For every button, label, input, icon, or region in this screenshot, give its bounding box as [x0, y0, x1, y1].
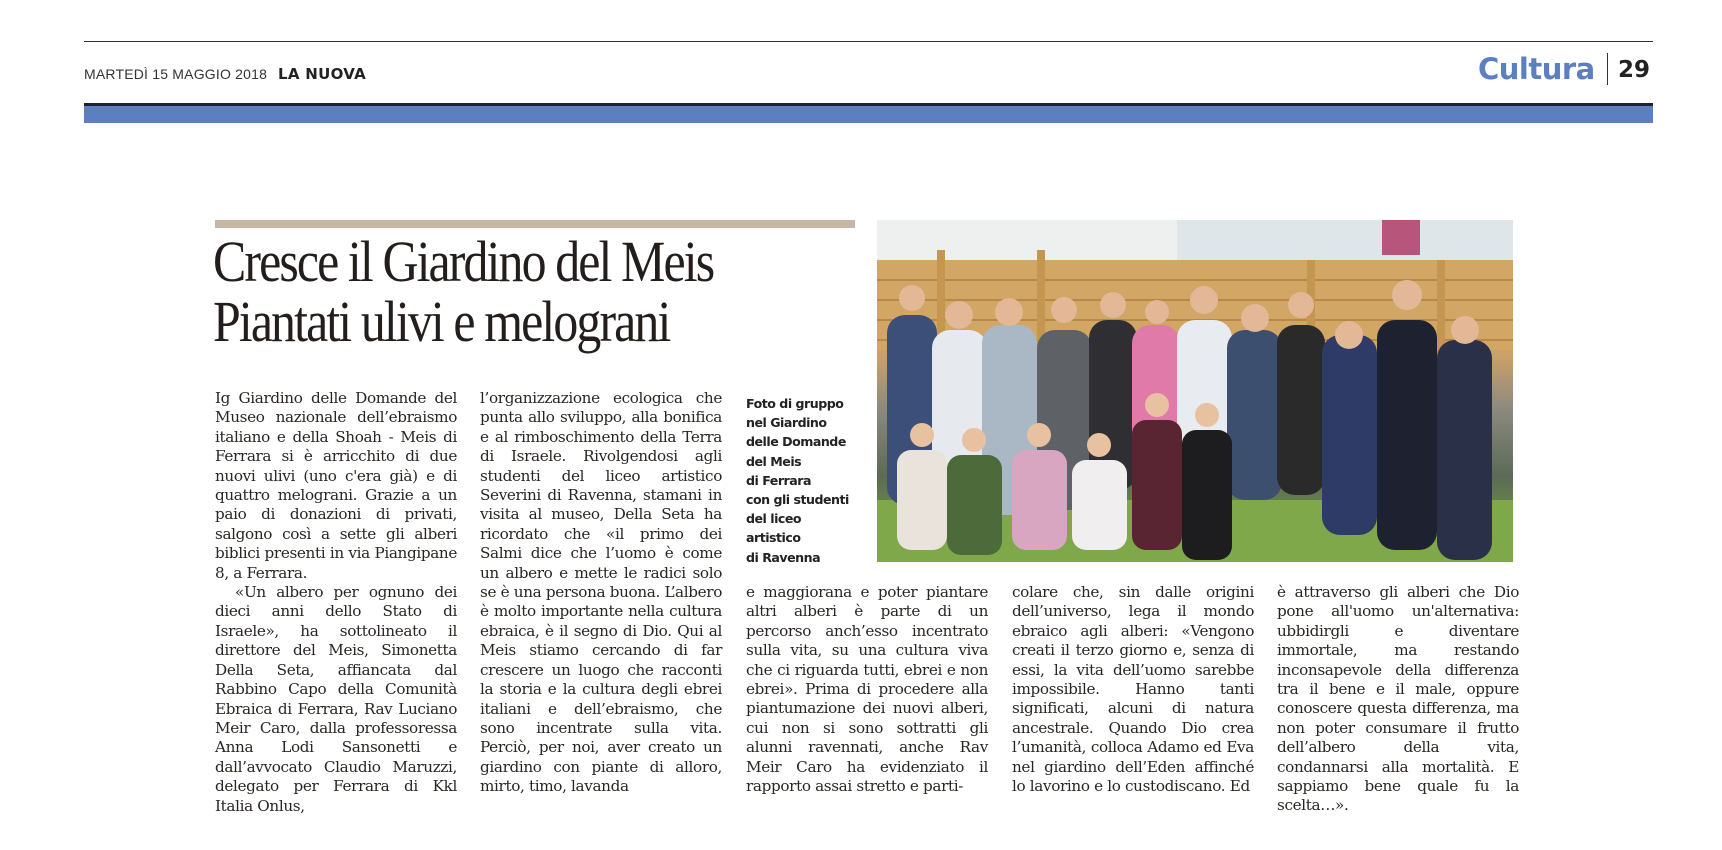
header-color-bar [84, 106, 1653, 123]
article-column-4 [1012, 583, 1254, 796]
article-column-3 [746, 583, 988, 796]
photo-caption [746, 394, 866, 567]
page-number: 29 [1618, 57, 1651, 83]
headline [213, 229, 781, 354]
caption-line: delle Domande [746, 434, 846, 450]
caption-line: di Ferrara [746, 472, 811, 488]
caption-line: artistico [746, 530, 801, 546]
section-title: Cultura [1478, 52, 1595, 86]
paragraph: è attraverso gli alberi che Dio pone all'uomo un'alternativa: ubbidirgli e diventare immortale, ma restando inconsapevole della differenza tra il bene e il male, oppure conoscere questa differenza, ma non poter consumare il frutto dell’albero della vita, condannarsi alla mortalità. E sappiamo bene quale fu la scelta…». [1277, 583, 1519, 815]
caption-line: del liceo [746, 511, 802, 527]
paragraph: colare che, sin dalle origini dell’universo, lega il mondo ebraico agli alberi: «Vengono creati il terzo giorno e, senza di essi, la vita dell’uomo sarebbe impossibile. Hanno tanti significati, alcuni di natura ancestrale. Quando Dio crea l’umanità, colloca Adamo ed Eva nel giardino dell’Eden affinché lo lavorino e lo custodiscano. Ed [1012, 583, 1254, 796]
caption-line: con gli studenti [746, 492, 849, 508]
caption-line: del Meis [746, 453, 802, 469]
issue-date: MARTEDÌ 15 MAGGIO 2018 [84, 66, 268, 82]
paragraph: e maggiorana e poter piantare altri alberi è parte di un percorso anch’esso incentrato sulla vita, su una cultura viva che ci riguarda tutti, ebrei e non ebrei». Prima di procedere alla piantumazione dei nuovi alberi, cui non si sono sottratti gli alunni ravennati, anche Rav Meir Caro ha evidenziato il rapporto assai stretto e parti- [746, 583, 988, 796]
top-rule [84, 41, 1653, 42]
article-column-5 [1277, 583, 1519, 816]
headline-line-1: Cresce il Giardino del Meis [213, 229, 714, 294]
paragraph: «Un albero per ognuno dei dieci anni dello Stato di Israele», ha sottolineato il direttore del Meis, Simonetta Della Seta, affiancata dal Rabbino Capo della Comunità Ebraica di Ferrara, Rav Luciano Meir Caro, dalla professoressa Anna Lodi Sansonetti e dall’avvocato Claudio Maruzzi, delegato per Ferrara di Kkl Italia Onlus, [215, 583, 457, 815]
caption-line: Foto di gruppo [746, 396, 844, 411]
paragraph: l’organizzazione ecologica che punta allo sviluppo, alla bonifica e al rimboschimento della Terra di Israele. Rivolgendosi agli studenti del liceo artistico Severini di Ravenna, stamani in visita al museo, Della Seta ha ricordato che «il primo dei Salmi dice che l’uomo è come un albero e mette le radici solo se è una persona buona. L’albero è molto importante nella cultura ebraica, è il segno di Dio. Qui al Meis stiamo cercando di far crescere un luogo che racconti la storia e la cultura degli ebrei italiani e dell’ebraismo, che sono incentrate sulla vita. Perciò, per noi, aver creato un giardino con piante di alloro, mirto, timo, lavanda [480, 389, 722, 796]
article-column-1 [215, 389, 457, 816]
caption-line: di Ravenna [746, 549, 821, 565]
article-column-2 [480, 389, 722, 797]
headline-line-2: Piantati ulivi e melograni [213, 289, 670, 354]
group-photo [877, 220, 1513, 562]
headline-rule [215, 220, 855, 228]
header-divider [1607, 53, 1608, 85]
group-photo-illustration [877, 220, 1513, 562]
caption-line: nel Giardino [746, 415, 827, 431]
newspaper-name: LA NUOVA [278, 65, 367, 83]
paragraph: Ig Giardino delle Domande del Museo nazionale dell’ebraismo italiano e della Shoah - Meis di Ferrara si è arricchito di due nuovi ulivi (uno c'era già) e di quattro melograni. Grazie a un paio di donazioni di privati, salgono così a sette gli alberi biblici presenti in via Piangipane 8, a Ferrara. [215, 389, 457, 582]
